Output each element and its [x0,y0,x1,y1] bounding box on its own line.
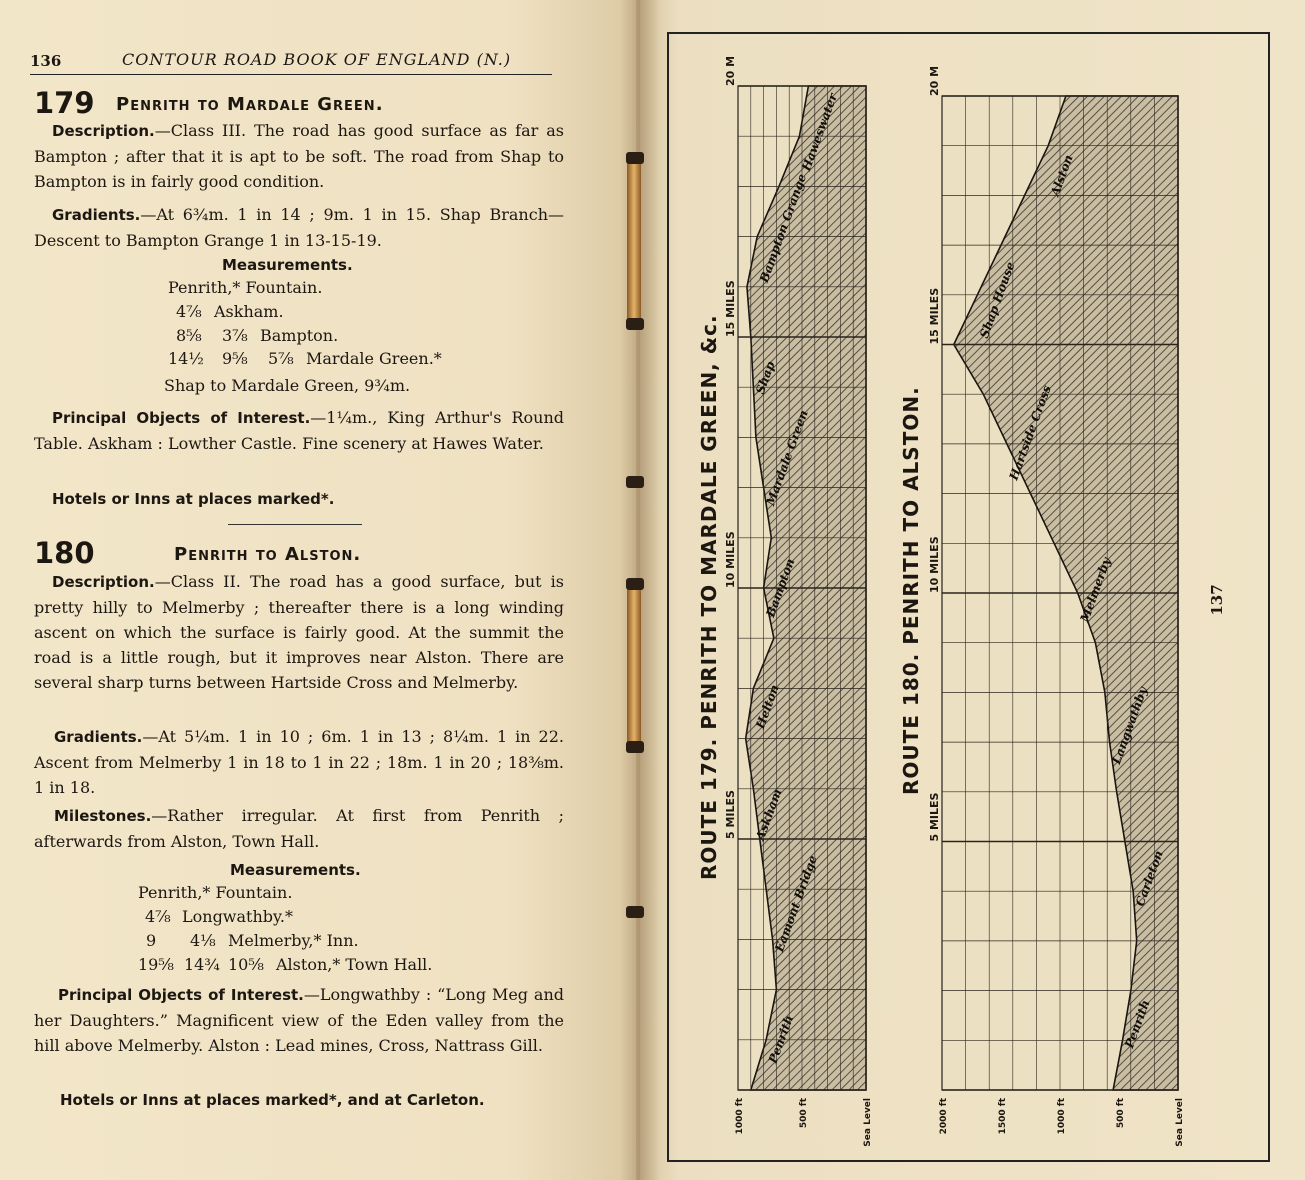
route-180-milestones [34,803,564,854]
label: Principal Objects of Interest. [52,409,311,427]
place-label: Alston [1047,152,1076,199]
mile-tick-label: 15 MILES [724,280,737,337]
label: Milestones. [54,807,152,825]
measurement-value: 8⅝ [176,326,202,345]
place-label: Penrith [1122,998,1153,1051]
text: —Rather irregular. At first from Penrith ; afterwards from Alston, Town Hall. [34,806,564,851]
text: Hotels or Inns at places marked*, and at Carleton. [60,1091,485,1109]
place-label: Haweswater [799,91,841,173]
contour-profiles-figure [640,0,1305,1180]
measurement-place: Askham. [214,302,284,321]
place-label: Melmerby [1077,555,1114,625]
measurement-place: Mardale Green.* [306,349,442,368]
elevation-tick-label: Sea Level [863,1098,873,1147]
route-180-description [34,569,564,695]
page-number: 137 [1208,584,1226,616]
elevation-tick-label: 2000 ft [939,1098,949,1135]
place-label: Shap [753,359,778,396]
label: Gradients. [54,728,143,746]
place-label: Carleton [1132,848,1166,909]
route-180-hotels [34,1087,564,1113]
measurement-value: 5⅞ [268,349,294,368]
running-header [30,48,550,74]
elevation-tick-label: Sea Level [1175,1098,1185,1147]
binding-thread [627,585,641,747]
header-rule [30,74,552,75]
measurement-value: 4⅛ [190,931,216,950]
text: —Longwathby : “Long Meg and her Daughters.” Magnificent view of the Eden valley from the hill above Melmerby. Alston : Lead mines, Cross, Nattrass Gill. [34,985,565,1055]
elevation-tick-label: 500 ft [799,1098,809,1129]
measurement-value: 10⅝ [228,955,264,974]
measurement-place: Alston,* Town Hall. [276,955,433,974]
measurement-place: Longwathby.* [182,907,294,926]
route-chart-title: ROUTE 180. PENRITH TO ALSTON. [899,386,923,795]
mile-tick-label: 10 MILES [724,531,737,588]
label: Gradients. [52,206,141,224]
measurement-line: Penrith,* Fountain. [168,278,323,297]
measurement-value: 3⅞ [222,326,248,345]
text: —At 6¾m. 1 in 14 ; 9m. 1 in 15. Shap Branch—Descent to Bampton Grange 1 in 13-15-19. [34,205,564,250]
route-179-gradients [34,202,564,253]
label: Description. [52,573,155,591]
place-label: Langwathby [1109,685,1151,767]
route-180-gradients [34,724,564,800]
place-label: Hartside Cross [1006,383,1054,483]
text: —At 5¼m. 1 in 10 ; 6m. 1 in 13 ; 8¼m. 1 in 22. Ascent from Melmerby 1 in 18 to 1 in 22 ; 18m. 1 in 20 ; 18⅜m. 1 in 18. [34,727,564,797]
measurements-heading: Measurements. [222,256,353,274]
binding-thread [627,158,641,324]
route-179-heading [34,86,554,122]
running-title: CONTOUR ROAD BOOK OF ENGLAND (N.) [122,50,512,69]
measurements-heading: Measurements. [230,861,361,879]
section-separator [228,524,362,525]
mile-tick-label: 5 MILES [928,792,941,842]
measurement-value: 14½ [168,349,204,368]
place-label: Eamont Bridge [772,853,821,954]
mile-tick-label: 5 MILES [724,790,737,839]
label: Principal Objects of Interest. [58,986,304,1004]
route-179-hotels [34,486,564,512]
measurement-value: 9⅝ [222,349,248,368]
elevation-tick-label: 1500 ft [998,1098,1008,1135]
measurement-value: 9 [146,931,157,950]
mile-tick-label: 15 MILES [928,287,941,345]
route-180-heading [34,536,554,572]
place-label: Mardale Green [763,408,811,508]
elevation-tick-label: 1000 ft [1057,1098,1067,1135]
place-label: Bampton Grange [756,171,810,285]
route-chart-title: ROUTE 179. PENRITH TO MARDALE GREEN, &c. [697,314,721,880]
route-number: 179 [34,86,95,120]
route-180-interest [34,982,564,1058]
route-179-description [34,118,564,194]
measurement-place: Bampton. [260,326,339,345]
page-number: 136 [30,52,62,70]
mile-tick-label: 20 M [928,65,941,96]
route-title: Penrith to Alston. [174,544,362,565]
place-label: Shap House [977,259,1018,341]
text: Hotels or Inns at places marked*. [52,490,335,508]
mile-tick-label: 10 MILES [928,536,941,593]
elevation-tick-label: 1000 ft [735,1098,745,1135]
place-label: Penrith [765,1013,797,1066]
route-number: 180 [34,536,95,570]
place-label: Helton [753,682,782,731]
place-label: Bampton [763,556,798,620]
text: —Class II. The road has a good surface, but is pretty hilly to Melmerby ; thereafter there is a long winding ascent on which the surface is fairly good. At the summit the road is a little rough, but it improves near Alston. There are several sharp turns between Hartside Cross and Melmerby. [34,572,564,692]
measurement-value: 4⅞ [176,302,202,321]
measurement-value: 19⅝ [138,955,174,974]
text: —1¼m., King Arthur's Round Table. Askham : Lowther Castle. Fine scenery at Hawes Water. [34,408,565,453]
measurement-line: Shap to Mardale Green, 9¾m. [164,376,411,395]
route-title: Penrith to Mardale Green. [116,94,384,115]
measurement-place: Melmerby,* Inn. [228,931,359,950]
measurement-line: Penrith,* Fountain. [138,883,293,902]
elevation-tick-label: 500 ft [1116,1098,1126,1129]
text: —Class III. The road has good surface as far as Bampton ; after that it is apt to be soft. The road from Shap to Bampton is in fairly good condition. [34,121,564,191]
mile-tick-label: 20 M [724,55,737,86]
label: Description. [52,122,155,140]
place-label: Askham [753,787,785,843]
measurement-value: 14¾ [184,955,220,974]
route-179-interest [34,405,564,456]
measurement-value: 4⅞ [145,907,171,926]
